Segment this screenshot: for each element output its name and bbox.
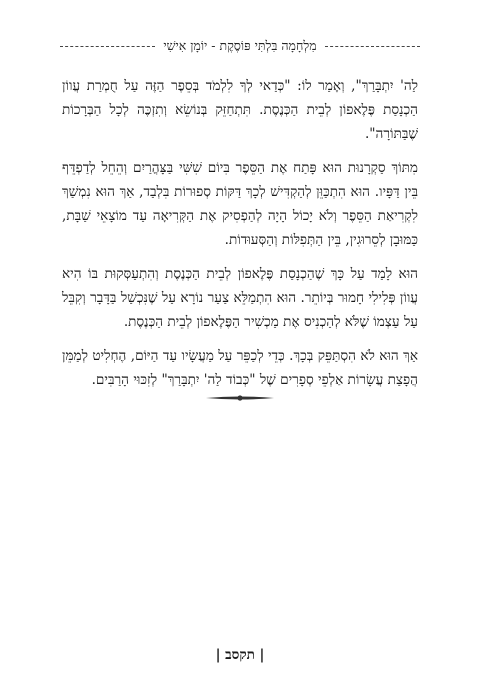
paragraph: לַה' יִתְבָּרַךְ", וְאָמַר לוֹ: "כְּדַאי לְךָ לִלְמֹד בְּסֵפֶר הַזֶּה עַל חֻמְרַת עֲווֹן הַכְנָסַת פֶּלֶאפוֹן לְבֵית הַכְּנֶסֶת. תִּתְחַזֵּק בְּנוֹשֵׂא וְתִזְכֶּה לְכָל הַבְּרָכוֹת שֶׁבַּתּוֹרָה".: [62, 78, 418, 142]
paragraph: הוּא לָמַד עַל כָּךְ שֶׁהַכְנָסַת פֶּלֶאפוֹן לְבֵית הַכְּנֶסֶת וְהִתְעַסְּקוּת בּוֹ הִיא עֲווֹן פְּלִילִי חָמוּר בְּיוֹתֵר. הוּא הִתְמַלֵּא צַעַר נוֹרָא עַל שֶׁנִּכְשַׁל בַּדָּבָר וְקִבֵּל עַל עַצְמוֹ שֶׁלֹּא לְהַכְנִיס אֶת מַכְשִׁיר הַפֶּלֶאפוֹן לְבֵית הַכְּנֶסֶת.: [62, 266, 418, 330]
paragraph: אַךְ הוּא לֹא הִסְתַּפֵּק בְּכָךְ. כְּדֵי לְכַפֵּר עַל מַעֲשָׂיו עַד הַיּוֹם, הֶחְלִיט לְמַמֵּן הֲפָצַת עֲשָׂרוֹת אַלְפֵי סְפָרִים שֶׁל "כְּבוֹד לַה' יִתְבָּרַךְ" לְזִכּוּי הָרַבִּים.: [62, 348, 418, 388]
header-dashes-right: [325, 46, 420, 47]
header-dashes-left: [60, 46, 155, 47]
running-header: [60, 36, 420, 56]
page-number: | תקסב |: [215, 647, 265, 663]
ornament-divider: [204, 392, 276, 404]
running-header-title: מִלְחָמָה בִּלְתִּי פּוֹסֶקֶת - יוֹמָן אִישִׁי: [163, 38, 317, 53]
main-text: [62, 74, 418, 402]
paragraph: מִתּוֹךְ סַקְרָנוּת הוּא פָּתַח אֶת הַסֵּפֶר בִּיוֹם שִׁשִּׁי בַּצָּהֳרַיִם וְהֵחֵל לְדַפְדֵּף בֵּין דַּפָּיו. הוּא הִתְכַּוֵּן לְהַקְדִּישׁ לְכָךְ דַּקּוֹת סְפוּרוֹת בִּלְבַד, אַךְ הוּא נִמְשַׁךְ לִקְרִיאַת הַסֵּפֶר וְלֹא יָכוֹל הָיָה לְהַפְסִיק אֶת הַקְּרִיאָה עַד מוֹצָאֵי שַׁבָּת, כַּמּוּבָן לְסֵרוּגִין, בֵּין הַתְּפִלּוֹת וְהַסְּעוּדוֹת.: [62, 160, 418, 248]
